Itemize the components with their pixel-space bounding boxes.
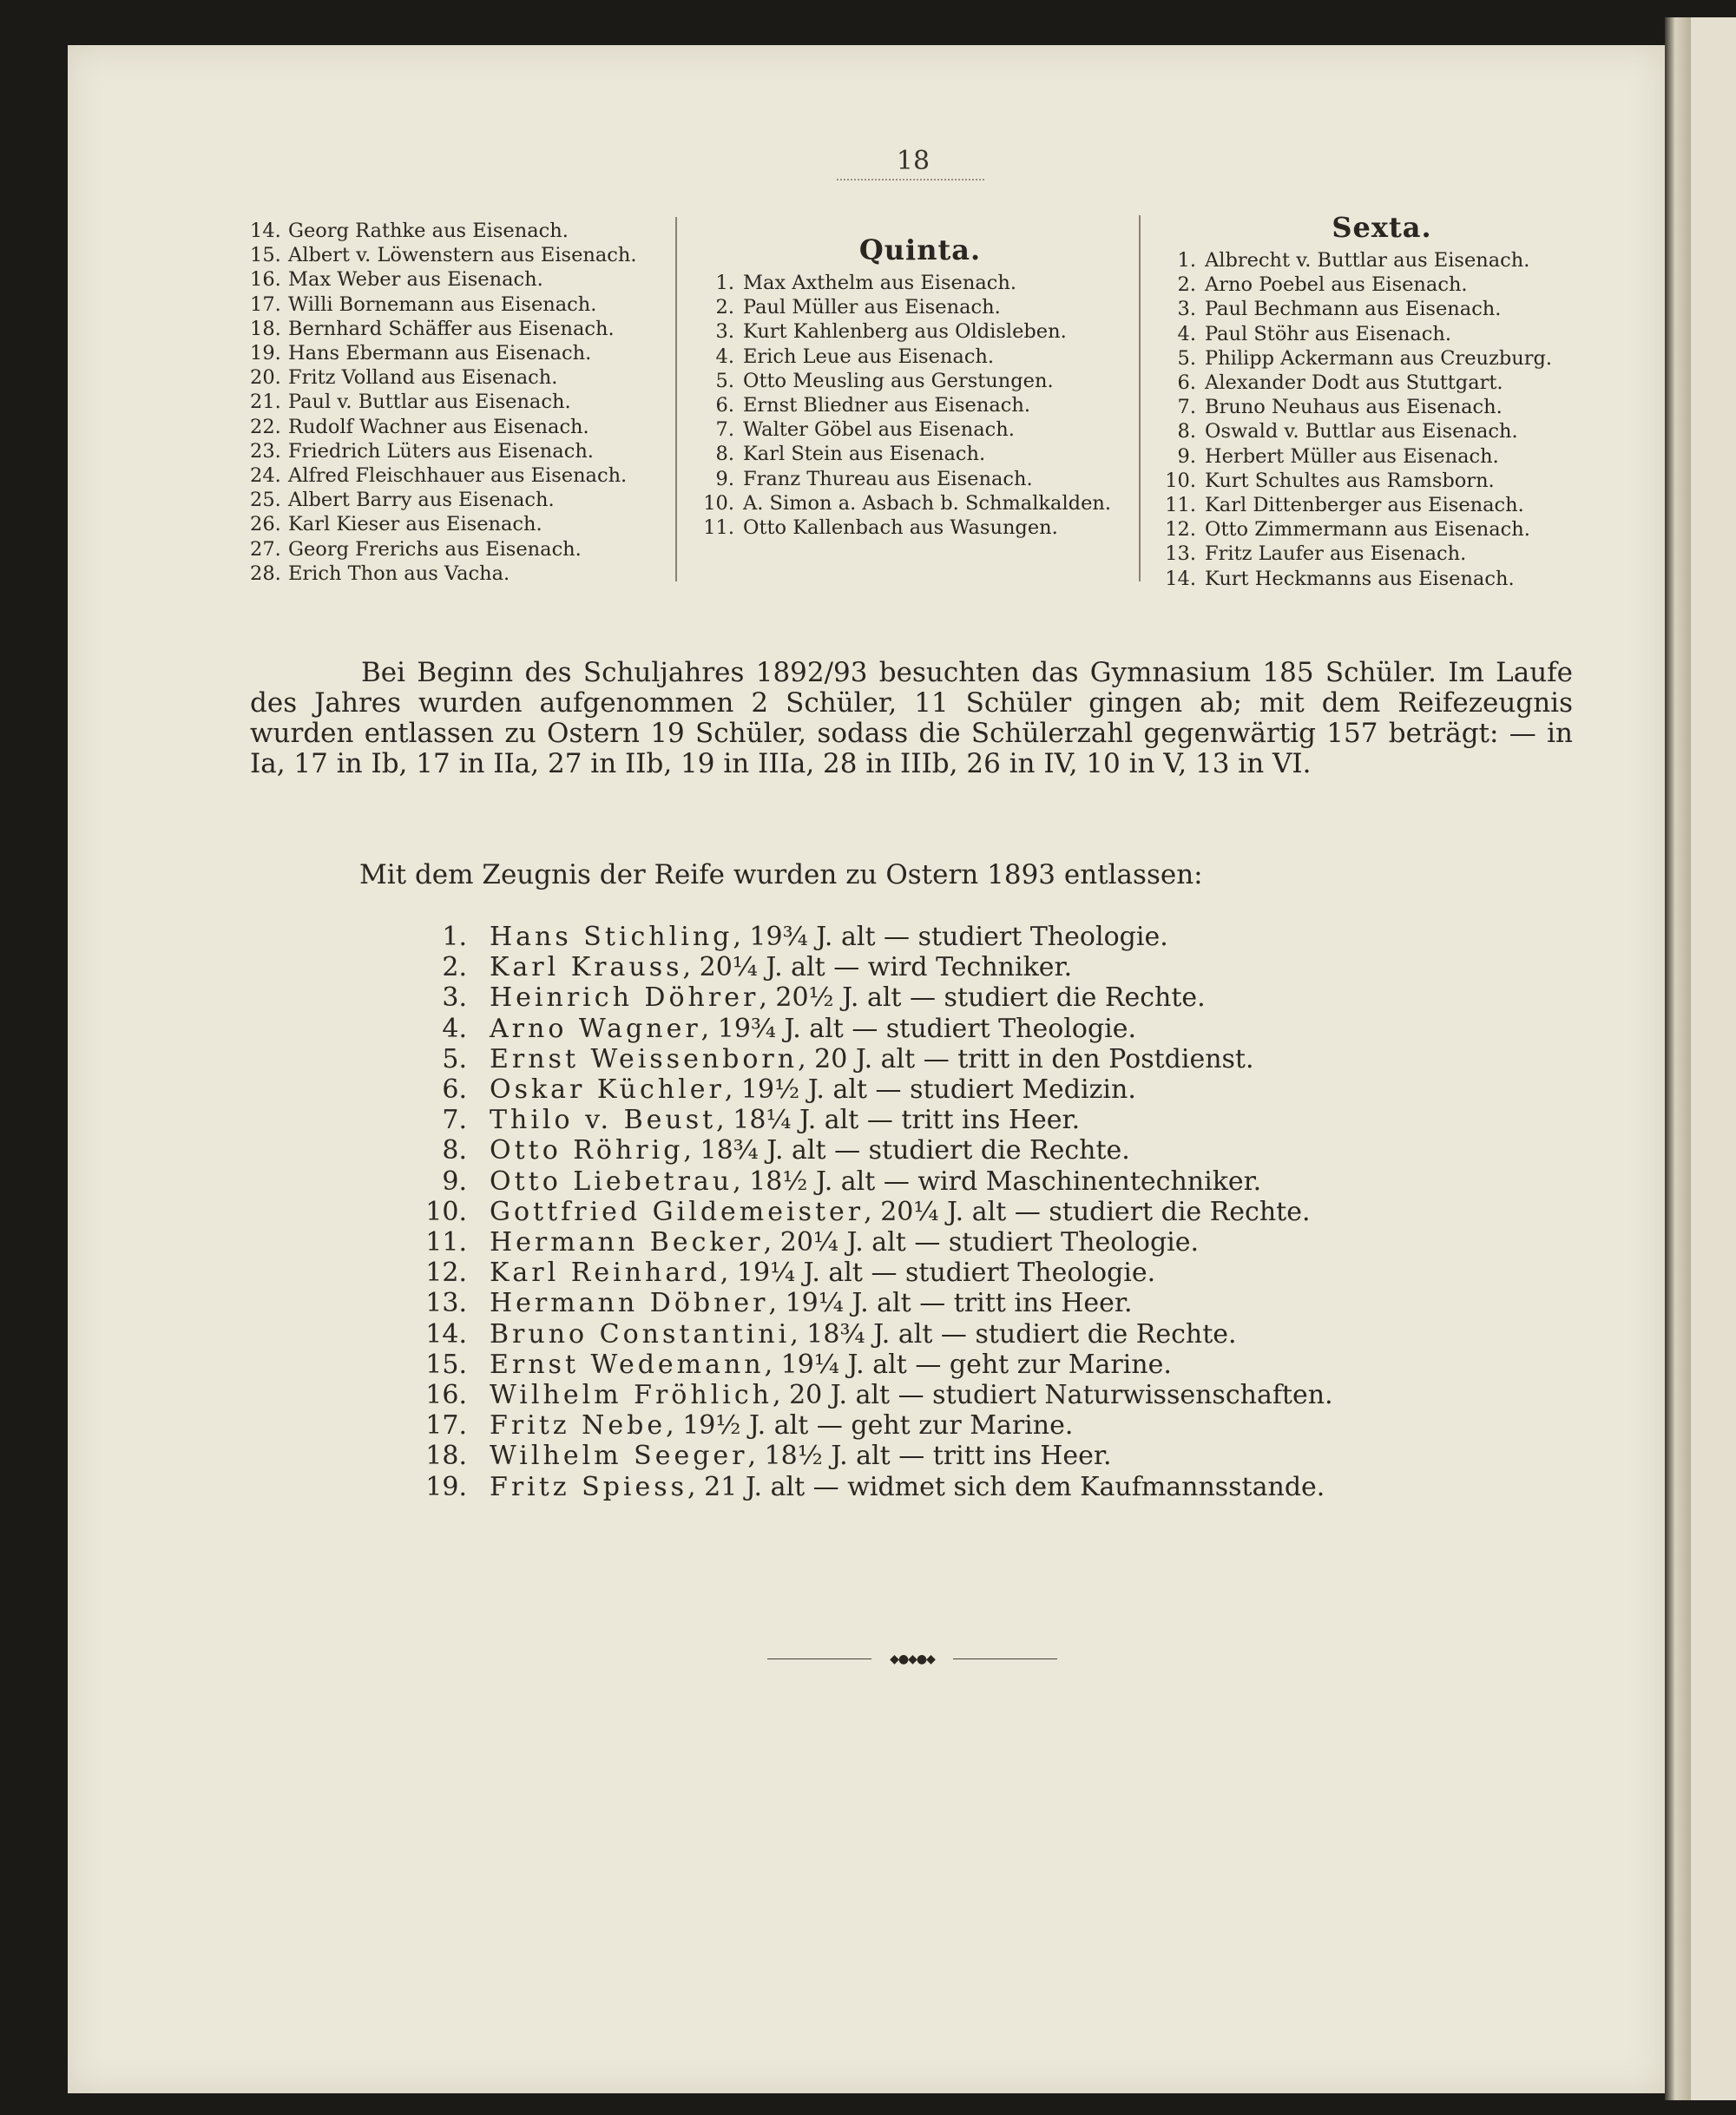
graduate-row [417,1135,1458,1166]
ornamental-divider [767,1654,1057,1665]
item-number: 8. [1177,420,1196,443]
graduate-row [417,1044,1458,1074]
item-number: 20. [250,366,281,390]
list-item [1165,248,1599,273]
graduate-number: 13. [425,1288,467,1319]
item-number: 23. [250,439,281,463]
item-number: 25. [250,489,281,512]
enrollment-paragraph [250,658,1573,779]
student-list [250,219,667,586]
list-item [703,516,1137,540]
graduate-number: 7. [442,1105,467,1136]
list-item [250,562,667,586]
item-number: 15. [250,244,281,267]
graduate-number: 9. [442,1166,467,1197]
graduate-name: Ernst Weissenborn [490,1043,799,1074]
item-text: Oswald v. Buttlar aus Eisenach. [1205,420,1518,443]
graduate-detail: , 20¼ J. alt — wird Techniker. [682,952,1073,983]
list-item [1165,567,1599,591]
item-number: 22. [250,415,281,438]
item-number: 24. [250,464,281,488]
item-number: 2. [715,296,734,319]
item-number: 17. [250,292,281,316]
item-number: 26. [250,513,281,536]
list-item [703,295,1137,319]
graduate-number: 11. [425,1227,467,1258]
graduate-name: Hermann Becker [490,1227,764,1258]
item-text: Karl Stein aus Eisenach. [743,443,986,466]
enrollment-text: Bei Beginn des Schuljahres 1892/93 besuchten das Gymnasium 185 Schüler. Im Laufe des Jahres wurden aufgenommen 2 Schüler, 11 Schüler gingen ab; mit dem Reifezeugnis wurden entlassen zu Ostern 19 Schüler, sodass die Schülerzahl gegenwärtig 157 beträgt: — in Ia, 17 in Ib, 17 in IIa, 27 in IIb, 19 in IIIa, 28 in IIIb, 26 in IV, 10 in V, 13 in VI. [250,657,1573,779]
graduate-detail: , 19¾ J. alt — studiert Theologie. [733,922,1168,952]
item-number: 9. [1177,444,1196,468]
page-number-ornament [837,179,984,181]
item-text: Bernhard Schäffer aus Eisenach. [288,317,615,340]
item-text: Paul v. Buttlar aus Eisenach. [288,391,571,414]
list-item [250,267,667,292]
graduate-name: Wilhelm Seeger [490,1441,748,1472]
item-text: Karl Dittenberger aus Eisenach. [1205,494,1524,517]
graduate-name: Karl Reinhard [490,1258,720,1289]
item-number: 7. [715,418,734,442]
item-text: Paul Stöhr aus Eisenach. [1205,322,1452,345]
list-item [1165,444,1599,469]
list-item [1165,542,1599,566]
list-item [250,365,667,390]
graduate-number: 8. [442,1135,467,1166]
graduate-row [417,1441,1458,1471]
item-text: Albert v. Löwenstern aus Eisenach. [288,244,637,267]
list-item [250,512,667,536]
item-text: Willi Bornemann aus Eisenach. [288,292,597,316]
list-item [1165,395,1599,419]
list-item [1165,297,1599,321]
graduate-row [417,1105,1458,1135]
item-number: 5. [715,369,734,392]
sexta-column [1165,210,1599,591]
item-text: Paul Müller aus Eisenach. [743,296,1001,319]
graduate-detail: , 18½ J. alt — wird Maschinentechniker. [733,1166,1262,1197]
item-text: Hans Ebermann aus Eisenach. [288,342,592,365]
graduate-number: 14. [425,1318,467,1350]
graduate-name: Oskar Küchler [490,1074,725,1106]
graduates-list [417,922,1458,1502]
graduate-detail: , 18¾ J. alt — studiert die Rechte. [790,1318,1237,1350]
item-text: Alfred Fleischhauer aus Eisenach. [288,464,628,488]
item-number: 7. [1177,396,1196,419]
item-number: 19. [250,342,281,365]
quinta-heading: Quinta. [858,233,982,266]
graduate-number: 2. [442,952,467,983]
item-number: 11. [1165,494,1196,517]
list-item [703,319,1137,344]
divider-ornament-icon: ◆●◆●◆ [890,1652,935,1666]
graduate-detail: , 19¼ J. alt — studiert Theologie. [720,1258,1156,1289]
graduate-row [417,1074,1458,1105]
list-item [250,488,667,512]
item-text: Albrecht v. Buttlar aus Eisenach. [1205,249,1530,272]
item-number: 4. [715,345,734,368]
item-text: Max Axthelm aus Eisenach. [743,272,1016,294]
list-item [1165,493,1599,517]
list-item [250,390,667,414]
sexta-heading: Sexta. [1332,211,1432,244]
list-item [250,292,667,317]
item-text: Erich Leue aus Eisenach. [743,345,995,368]
graduate-number: 18. [425,1441,467,1472]
graduate-detail: , 19¾ J. alt — studiert Theologie. [700,1013,1137,1044]
list-item [1165,322,1599,346]
item-number: 27. [250,537,281,561]
item-number: 18. [250,317,281,340]
item-number: 2. [1177,273,1196,297]
graduate-detail: , 20¼ J. alt — studiert die Rechte. [864,1196,1311,1227]
graduate-detail: , 19¼ J. alt — tritt ins Heer. [768,1288,1133,1319]
graduate-row [417,1197,1458,1227]
graduate-row [417,1350,1458,1380]
item-text: Georg Rathke aus Eisenach. [288,220,569,242]
item-text: Philipp Ackermann aus Creuzburg. [1205,346,1553,370]
item-number: 3. [715,320,734,344]
list-item [703,491,1137,516]
graduate-number: 19. [425,1471,467,1502]
item-text: Karl Kieser aus Eisenach. [288,513,542,536]
item-text: Rudolf Wachner aus Eisenach. [288,415,589,438]
page-number: 18 [896,146,930,176]
item-text: Max Weber aus Eisenach. [288,268,543,292]
graduate-row [417,1472,1458,1502]
item-text: Albert Barry aus Eisenach. [288,489,555,512]
graduate-number: 6. [442,1074,467,1106]
graduate-name: Wilhelm Fröhlich [490,1380,773,1411]
graduate-name: Otto Liebetrau [490,1166,733,1197]
graduate-name: Arno Wagner [490,1013,701,1044]
graduate-number: 5. [442,1043,467,1074]
item-text: Herbert Müller aus Eisenach. [1205,444,1499,468]
column-divider [675,217,677,581]
list-item [703,467,1137,491]
item-text: Kurt Heckmanns aus Eisenach. [1205,567,1515,590]
list-item [250,243,667,267]
next-page-edge [1691,17,1736,2100]
list-item [703,345,1137,369]
graduate-detail: , 20 J. alt — tritt in den Postdienst. [798,1043,1254,1074]
item-text: Kurt Schultes aus Ramsborn. [1205,469,1495,492]
item-text: Walter Göbel aus Eisenach. [743,418,1015,442]
item-number: 21. [250,391,281,414]
item-number: 13. [1165,542,1196,566]
item-text: A. Simon a. Asbach b. Schmalkalden. [743,491,1112,515]
list-item [1165,346,1599,371]
item-number: 28. [250,562,281,585]
student-list [1165,248,1599,591]
graduate-name: Ernst Wedemann [490,1349,765,1380]
item-text: Georg Frerichs aus Eisenach. [288,537,582,561]
graduate-number: 3. [442,982,467,1014]
graduate-number: 1. [442,922,467,952]
item-text: Arno Poebel aus Eisenach. [1205,273,1468,297]
quinta-column [703,233,1137,540]
graduate-row [417,1410,1458,1441]
graduate-number: 15. [425,1349,467,1380]
item-number: 1. [1177,249,1196,272]
list-item [250,317,667,341]
item-number: 14. [250,220,281,242]
graduate-name: Heinrich Döhrer [490,982,760,1014]
graduate-name: Gottfried Gildemeister [490,1196,865,1227]
item-number: 8. [715,443,734,466]
graduate-row [417,982,1458,1013]
left-column-list [250,219,667,586]
list-item [250,219,667,243]
item-text: Kurt Kahlenberg aus Oldisleben. [743,320,1067,344]
item-number: 6. [1177,371,1196,395]
list-item [1165,371,1599,395]
item-text: Erich Thon aus Vacha. [288,562,510,585]
item-number: 10. [1165,469,1196,492]
graduate-row [417,922,1458,952]
item-text: Alexander Dodt aus Stuttgart. [1205,371,1503,395]
item-text: Ernst Bliedner aus Eisenach. [743,394,1031,417]
graduate-detail: , 18¼ J. alt — tritt ins Heer. [716,1105,1081,1136]
column-divider [1139,215,1141,581]
graduate-detail: , 21 J. alt — widmet sich dem Kaufmannsstande. [687,1471,1325,1502]
graduate-name: Fritz Nebe [490,1410,667,1442]
graduate-number: 16. [425,1380,467,1411]
list-item [703,442,1137,466]
item-text: Otto Meusling aus Gerstungen. [743,369,1054,392]
graduate-detail: , 20 J. alt — studiert Naturwissenschaften. [773,1380,1333,1411]
graduate-row [417,1380,1458,1410]
graduates-intro: Mit dem Zeugnis der Reife wurden zu Ostern 1893 entlassen: [359,859,1203,890]
item-number: 1. [715,272,734,294]
graduate-row [417,1227,1458,1258]
graduate-detail: , 19½ J. alt — studiert Medizin. [724,1074,1136,1106]
graduate-name: Fritz Spiess [490,1471,688,1502]
graduate-number: 10. [425,1196,467,1227]
item-number: 9. [715,467,734,490]
list-item [1165,419,1599,443]
item-text: Otto Zimmermann aus Eisenach. [1205,518,1530,542]
list-item [1165,469,1599,493]
graduate-number: 4. [442,1013,467,1044]
graduate-name: Otto Röhrig [490,1135,684,1166]
list-item [703,393,1137,417]
item-number: 16. [250,268,281,292]
item-text: Otto Kallenbach aus Wasungen. [743,516,1058,540]
book-spine [1665,17,1691,2100]
graduate-name: Hans Stichling [490,922,733,952]
list-item [1165,273,1599,297]
graduate-name: Karl Krauss [490,952,683,983]
item-text: Fritz Laufer aus Eisenach. [1205,542,1467,566]
graduate-row [417,952,1458,982]
list-item [703,417,1137,442]
graduate-detail: , 20¼ J. alt — studiert Theologie. [763,1227,1200,1258]
graduate-row [417,1288,1458,1318]
graduate-name: Bruno Constantini [490,1318,791,1350]
item-number: 14. [1165,567,1196,590]
item-text: Franz Thureau aus Eisenach. [743,467,1033,490]
list-item [250,537,667,562]
graduate-row [417,1166,1458,1197]
graduate-number: 17. [425,1410,467,1442]
student-list [703,271,1137,540]
graduate-detail: , 18½ J. alt — tritt ins Heer. [747,1441,1112,1472]
graduate-row [417,1014,1458,1044]
item-number: 12. [1165,518,1196,542]
graduate-name: Thilo v. Beust [490,1105,717,1136]
graduate-number: 12. [425,1258,467,1289]
list-item [250,439,667,463]
item-text: Friedrich Lüters aus Eisenach. [288,439,594,463]
graduate-row [417,1258,1458,1288]
item-number: 11. [703,516,734,540]
graduate-detail: , 18¾ J. alt — studiert die Rechte. [683,1135,1130,1166]
list-item [250,463,667,488]
item-text: Fritz Volland aus Eisenach. [288,366,558,390]
graduate-row [417,1319,1458,1350]
item-number: 6. [715,394,734,417]
item-number: 4. [1177,322,1196,345]
list-item [1165,517,1599,542]
item-text: Bruno Neuhaus aus Eisenach. [1205,396,1503,419]
list-item [703,369,1137,393]
list-item [250,415,667,439]
graduate-detail: , 19½ J. alt — geht zur Marine. [666,1410,1074,1442]
list-item [703,271,1137,295]
graduate-detail: , 20½ J. alt — studiert die Rechte. [759,982,1206,1014]
graduate-name: Hermann Döbner [490,1288,769,1319]
item-number: 5. [1177,346,1196,370]
item-number: 3. [1177,298,1196,321]
graduate-detail: , 19¼ J. alt — geht zur Marine. [764,1349,1172,1380]
list-item [250,341,667,365]
item-text: Paul Bechmann aus Eisenach. [1205,298,1502,321]
item-number: 10. [703,491,734,515]
